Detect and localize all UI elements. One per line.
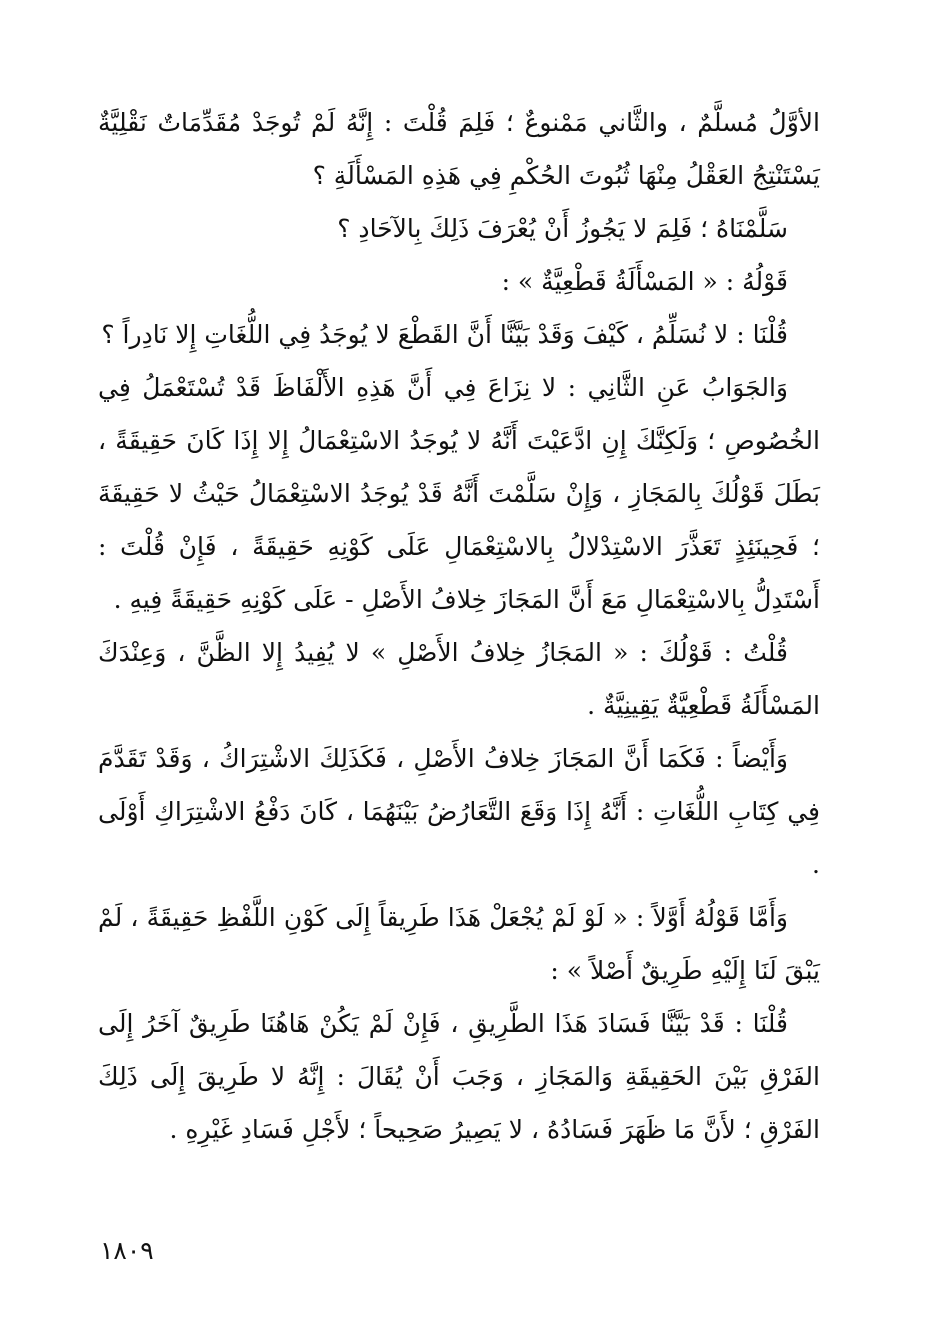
paragraph-3: قَوْلُهُ : « المَسْأَلَةُ قَطْعِيَّةٌ » : bbox=[501, 267, 788, 296]
body-text bbox=[98, 96, 820, 1156]
page-number: ١٨٠٩ bbox=[100, 1236, 154, 1265]
paragraph-6: قُلْتُ : قَوْلُكَ : « المَجَازُ خِلافُ الأَصْلِ » لا يُفِيدُ إِلا الظَّنَّ ، وَعِنْدَكَ المَسْأَلَةُ قَطْعِيَّةٌ يَقِينِيَّةٌ . bbox=[98, 638, 820, 720]
paragraph-8: وَأَمَّا قَوْلُهُ أَوَّلاً : « لَوْ لَمْ يُجْعَلْ هَذَا طَرِيقاً إِلَى كَوْنِ اللَّفْظِ حَقِيقَةً ، لَمْ يَبْقَ لَنَا إِلَيْهِ طَرِيقٌ أَصْلاً » : bbox=[98, 903, 820, 985]
paragraph-9: قُلْنَا : قَدْ بَيَّنَّا فَسَادَ هَذَا الطَّرِيقِ ، فَإِنْ لَمْ يَكُنْ هَاهُنَا طَرِيقٌ آخَرُ إِلَى الفَرْقِ بَيْنَ الحَقِيقَةِ وَالمَجَازِ ، وَجَبَ أَنْ يُقَالَ : إِنَّهُ لا طَرِيقَ إِلَى ذَلِكَ الفَرْقِ ؛ لأَنَّ مَا ظَهَرَ فَسَادُهُ ، لا يَصِيرُ صَحِيحاً ؛ لأَجْلِ فَسَادِ غَيْرِهِ . bbox=[98, 1009, 820, 1144]
paragraph-4: قُلْنَا : لا نُسَلِّمُ ، كَيْفَ وَقَدْ بَيَّنَّا أَنَّ القَطْعَ لا يُوجَدُ فِي اللُّغَاتِ إِلا نَادِراً ؟ bbox=[101, 320, 788, 349]
paragraph-1: الأوَّلُ مُسلَّمٌ ، والثَّاني مَمْنوعٌ ؛ فَلِمَ قُلْتَ : إِنَّهُ لَمْ تُوجَدْ مُقَدِّمَاتٌ نَقْلِيَّةٌ يَسْتَنْتِجُ العَقْلُ مِنْهَا ثُبُوتَ الحُكْمِ فِي هَذِهِ المَسْأَلَةِ ؟ bbox=[98, 108, 820, 190]
paragraph-5: وَالجَوَابُ عَنِ الثَّانِي : لا نِزَاعَ فِي أَنَّ هَذِهِ الأَلْفَاظَ قَدْ تُسْتَعْمَلُ فِي الخُصُوصِ ؛ وَلَكِنَّكَ إِنِ ادَّعَيْتَ أَنَّهُ لا يُوجَدُ الاسْتِعْمَالُ إِلا إِذَا كَانَ حَقِيقَةً ، بَطَلَ قَوْلُكَ بِالمَجَازِ ، وَإِنْ سَلَّمْتَ أَنَّهُ قَدْ يُوجَدُ الاسْتِعْمَالُ حَيْثُ لا حَقِيقَةَ ؛ فَحِينَئِذٍ تَعَذَّرَ الاسْتِدْلالُ بِالاسْتِعْمَالِ عَلَى كَوْنِهِ حَقِيقَةً ، فَإِنْ قُلْتَ : أَسْتَدِلُّ بِالاسْتِعْمَالِ مَعَ أَنَّ المَجَازَ خِلافُ الأَصْلِ - عَلَى كَوْنِهِ حَقِيقَةً فِيهِ . bbox=[98, 373, 820, 614]
paragraph-7: وَأَيْضاً : فَكَمَا أَنَّ المَجَازَ خِلافُ الأَصْلِ ، فَكَذَلِكَ الاشْتِرَاكُ ، وَقَدْ تَقَدَّمَ فِي كِتَابِ اللُّغَاتِ : أَنَّهُ إِذَا وَقَعَ التَّعَارُضُ بَيْنَهُمَا ، كَانَ دَفْعُ الاشْتِرَاكِ أَوْلَى . bbox=[98, 744, 820, 879]
paragraph-2: سَلَّمْنَاهُ ؛ فَلِمَ لا يَجُوزُ أَنْ يُعْرَفَ ذَلِكَ بِالآحَادِ ؟ bbox=[337, 214, 788, 243]
